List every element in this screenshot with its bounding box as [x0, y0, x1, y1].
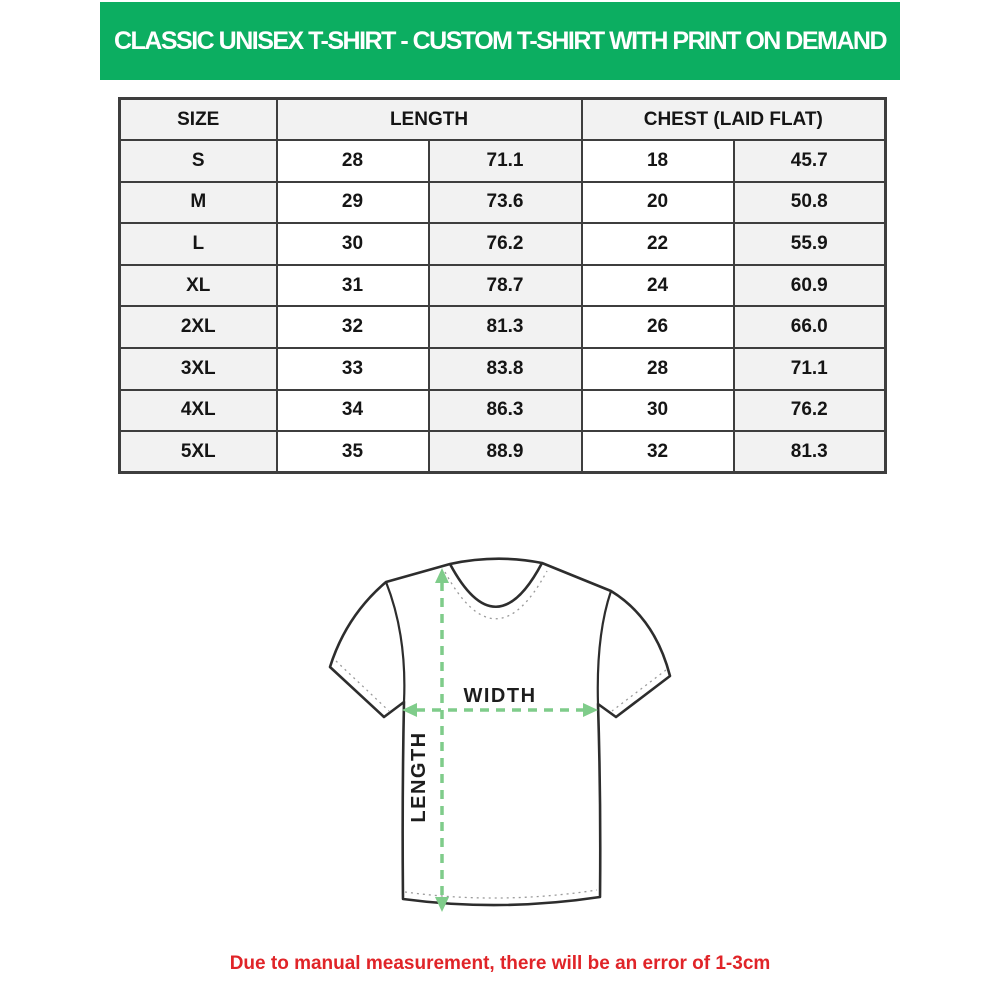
cell-length-cm: 83.8	[429, 348, 582, 390]
cell-size: 3XL	[120, 348, 277, 390]
measurement-note-text: Due to manual measurement, there will be an error of 1-3cm	[229, 953, 771, 974]
cell-chest-in: 28	[582, 348, 734, 390]
table-row	[120, 140, 886, 182]
table-row	[120, 390, 886, 432]
tshirt-outline-icon	[330, 559, 670, 905]
size-table	[118, 97, 887, 474]
table-row	[120, 431, 886, 473]
cell-chest-in: 30	[582, 390, 734, 432]
size-table-container	[118, 97, 884, 474]
table-row	[120, 265, 886, 307]
cell-chest-cm: 50.8	[734, 182, 886, 224]
header-chest: CHEST (LAID FLAT)	[582, 99, 886, 141]
cell-length-cm: 71.1	[429, 140, 582, 182]
table-row	[120, 182, 886, 224]
cell-size: 2XL	[120, 306, 277, 348]
cell-chest-cm: 45.7	[734, 140, 886, 182]
measurement-note	[0, 953, 1000, 975]
cell-size: M	[120, 182, 277, 224]
cell-size: 5XL	[120, 431, 277, 473]
cell-chest-cm: 71.1	[734, 348, 886, 390]
cell-length-in: 32	[277, 306, 429, 348]
cell-chest-cm: 76.2	[734, 390, 886, 432]
header-length: LENGTH	[277, 99, 582, 141]
header-size: SIZE	[120, 99, 277, 141]
tshirt-measurement-diagram	[310, 550, 700, 940]
table-row	[120, 223, 886, 265]
cell-length-in: 33	[277, 348, 429, 390]
cell-chest-in: 20	[582, 182, 734, 224]
width-label: WIDTH	[463, 685, 537, 707]
cell-length-in: 28	[277, 140, 429, 182]
cell-length-cm: 81.3	[429, 306, 582, 348]
table-row	[120, 306, 886, 348]
cell-chest-in: 24	[582, 265, 734, 307]
cell-length-cm: 86.3	[429, 390, 582, 432]
cell-length-cm: 73.6	[429, 182, 582, 224]
cell-length-cm: 88.9	[429, 431, 582, 473]
cell-length-cm: 78.7	[429, 265, 582, 307]
cell-chest-in: 18	[582, 140, 734, 182]
size-table-header-row	[120, 99, 886, 141]
cell-length-in: 31	[277, 265, 429, 307]
cell-size: L	[120, 223, 277, 265]
page-title: CLASSIC UNISEX T-SHIRT - CUSTOM T-SHIRT WITH PRINT ON DEMAND	[113, 26, 887, 55]
cell-size: 4XL	[120, 390, 277, 432]
length-label: LENGTH	[408, 731, 430, 823]
cell-chest-cm: 55.9	[734, 223, 886, 265]
title-banner	[100, 2, 900, 80]
cell-chest-cm: 81.3	[734, 431, 886, 473]
cell-length-in: 34	[277, 390, 429, 432]
table-row	[120, 348, 886, 390]
cell-chest-in: 22	[582, 223, 734, 265]
cell-length-cm: 76.2	[429, 223, 582, 265]
cell-chest-in: 32	[582, 431, 734, 473]
cell-length-in: 30	[277, 223, 429, 265]
cell-length-in: 35	[277, 431, 429, 473]
cell-chest-cm: 66.0	[734, 306, 886, 348]
cell-size: S	[120, 140, 277, 182]
cell-chest-cm: 60.9	[734, 265, 886, 307]
cell-chest-in: 26	[582, 306, 734, 348]
cell-length-in: 29	[277, 182, 429, 224]
cell-size: XL	[120, 265, 277, 307]
